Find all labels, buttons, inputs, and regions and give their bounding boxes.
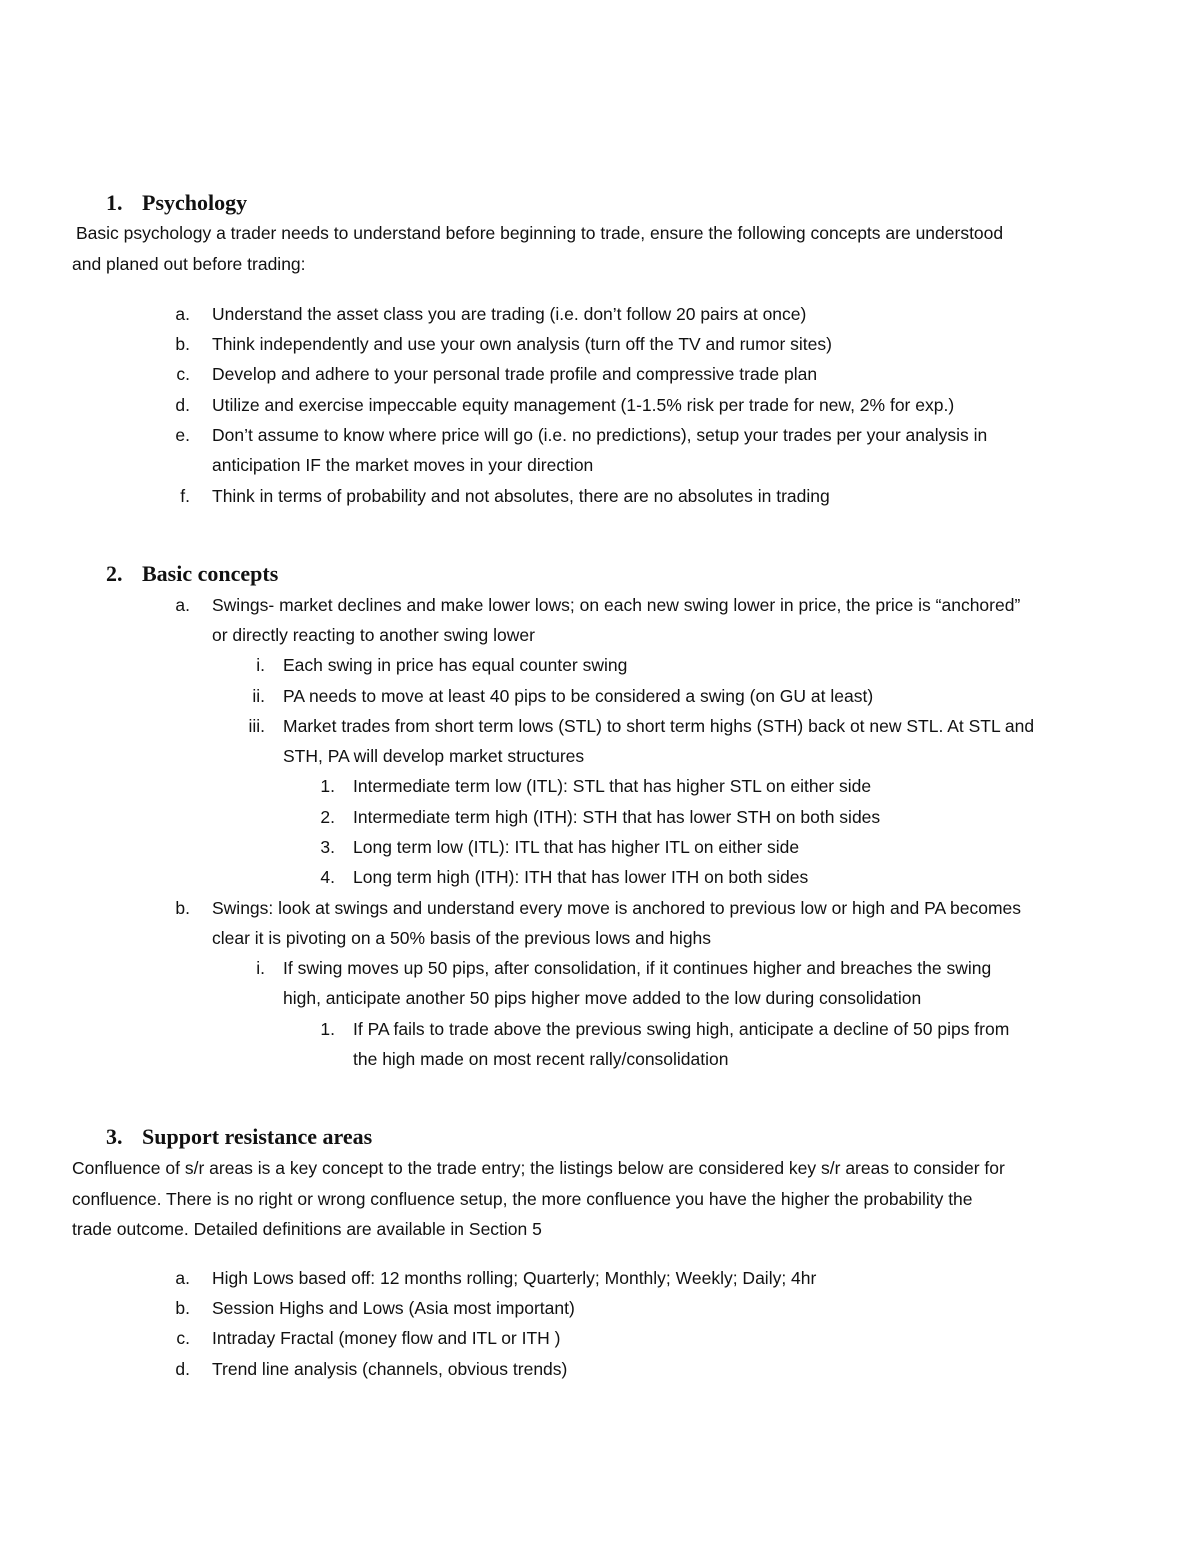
list-item-text: STH, PA will develop market structures xyxy=(283,746,585,766)
list-marker: i. xyxy=(256,655,265,675)
section-number: 3. xyxy=(106,1124,123,1149)
list-item-text: Think independently and use your own analysis (turn off the TV and rumor sites) xyxy=(212,334,832,354)
list-item-text: Each swing in price has equal counter swing xyxy=(283,655,628,675)
list-marker: b. xyxy=(175,898,190,918)
list-marker: a. xyxy=(175,595,190,615)
list-item-text: or directly reacting to another swing lower xyxy=(212,625,535,645)
section-intro-psychology xyxy=(72,218,1142,279)
list-item-text: If swing moves up 50 pips, after consolidation, if it continues higher and breaches the swing xyxy=(283,958,992,978)
list-item-text: Long term low (ITL): ITL that has higher ITL on either side xyxy=(353,837,800,857)
section-heading-basic-concepts xyxy=(106,561,278,587)
list-marker: a. xyxy=(175,304,190,324)
list-item-text: PA needs to move at least 40 pips to be considered a swing (on GU at least) xyxy=(283,686,874,706)
list-item-text: high, anticipate another 50 pips higher move added to the low during consolidation xyxy=(283,988,922,1008)
list-marker: iii. xyxy=(248,716,265,736)
section-heading-psychology xyxy=(106,190,247,216)
section-title: Support resistance areas xyxy=(142,1124,373,1149)
list-marker: b. xyxy=(175,1298,190,1318)
section-heading-support-resistance xyxy=(106,1124,372,1150)
intro-line: Basic psychology a trader needs to understand before beginning to trade, ensure the following concepts are understood xyxy=(76,223,1004,243)
list-marker: a. xyxy=(175,1268,190,1288)
list-marker: d. xyxy=(175,1359,190,1379)
list-marker: b. xyxy=(175,334,190,354)
list-marker: d. xyxy=(175,395,190,415)
list-item-text: Swings: look at swings and understand every move is anchored to previous low or high and PA becomes xyxy=(212,898,1022,918)
list-marker: 1. xyxy=(320,776,335,796)
list-marker: 3. xyxy=(320,837,335,857)
list-item-text: Swings- market declines and make lower lows; on each new swing lower in price, the price is “anchored” xyxy=(212,595,1021,615)
list-item-text: Session Highs and Lows (Asia most important) xyxy=(212,1298,575,1318)
list-marker: 4. xyxy=(320,867,335,887)
list-item-text: anticipation IF the market moves in your direction xyxy=(212,455,594,475)
section-intro-support-resistance xyxy=(72,1153,1142,1245)
list-item-text: Market trades from short term lows (STL) to short term highs (STH) back ot new STL. At STL and xyxy=(283,716,1035,736)
section-number: 2. xyxy=(106,561,123,586)
list-marker: e. xyxy=(175,425,190,445)
list-item-text: Intermediate term low (ITL): STL that has higher STL on either side xyxy=(353,776,872,796)
list-marker: c. xyxy=(176,364,190,384)
list-item-text: If PA fails to trade above the previous swing high, anticipate a decline of 50 pips from xyxy=(353,1019,1010,1039)
list-item-text: Trend line analysis (channels, obvious trends) xyxy=(212,1359,568,1379)
list-marker: 2. xyxy=(320,807,335,827)
list-item-text: the high made on most recent rally/consolidation xyxy=(353,1049,729,1069)
list-item-text: Don’t assume to know where price will go (i.e. no predictions), setup your trades per your analysis in xyxy=(212,425,988,445)
list-item-text: Intermediate term high (ITH): STH that has lower STH on both sides xyxy=(353,807,881,827)
list-marker: c. xyxy=(176,1328,190,1348)
list-item-text: Intraday Fractal (money flow and ITL or ITH ) xyxy=(212,1328,561,1348)
intro-line: Confluence of s/r areas is a key concept to the trade entry; the listings below are considered key s/r areas to consider for xyxy=(72,1158,1005,1178)
list-item-text: Utilize and exercise impeccable equity management (1-1.5% risk per trade for new, 2% for exp.) xyxy=(212,395,955,415)
list-marker: i. xyxy=(256,958,265,978)
intro-line: and planed out before trading: xyxy=(72,253,306,274)
list-item-text: clear it is pivoting on a 50% basis of the previous lows and highs xyxy=(212,928,712,948)
list-item-text: Long term high (ITH): ITH that has lower ITH on both sides xyxy=(353,867,809,887)
list-item-text: High Lows based off: 12 months rolling; Quarterly; Monthly; Weekly; Daily; 4hr xyxy=(212,1268,817,1288)
list-marker: ii. xyxy=(252,686,265,706)
section-number: 1. xyxy=(106,190,123,215)
list-item-text: Understand the asset class you are trading (i.e. don’t follow 20 pairs at once) xyxy=(212,304,807,324)
intro-line: confluence. There is no right or wrong confluence setup, the more confluence you have the higher the probability the xyxy=(72,1188,973,1209)
list-marker: 1. xyxy=(320,1019,335,1039)
list-item-text: Develop and adhere to your personal trade profile and compressive trade plan xyxy=(212,364,818,384)
list-marker: f. xyxy=(180,486,190,506)
intro-line: trade outcome. Detailed definitions are available in Section 5 xyxy=(72,1219,542,1239)
list-item-text: Think in terms of probability and not absolutes, there are no absolutes in trading xyxy=(212,486,830,506)
section-title: Psychology xyxy=(142,190,248,215)
section-title: Basic concepts xyxy=(142,561,279,586)
